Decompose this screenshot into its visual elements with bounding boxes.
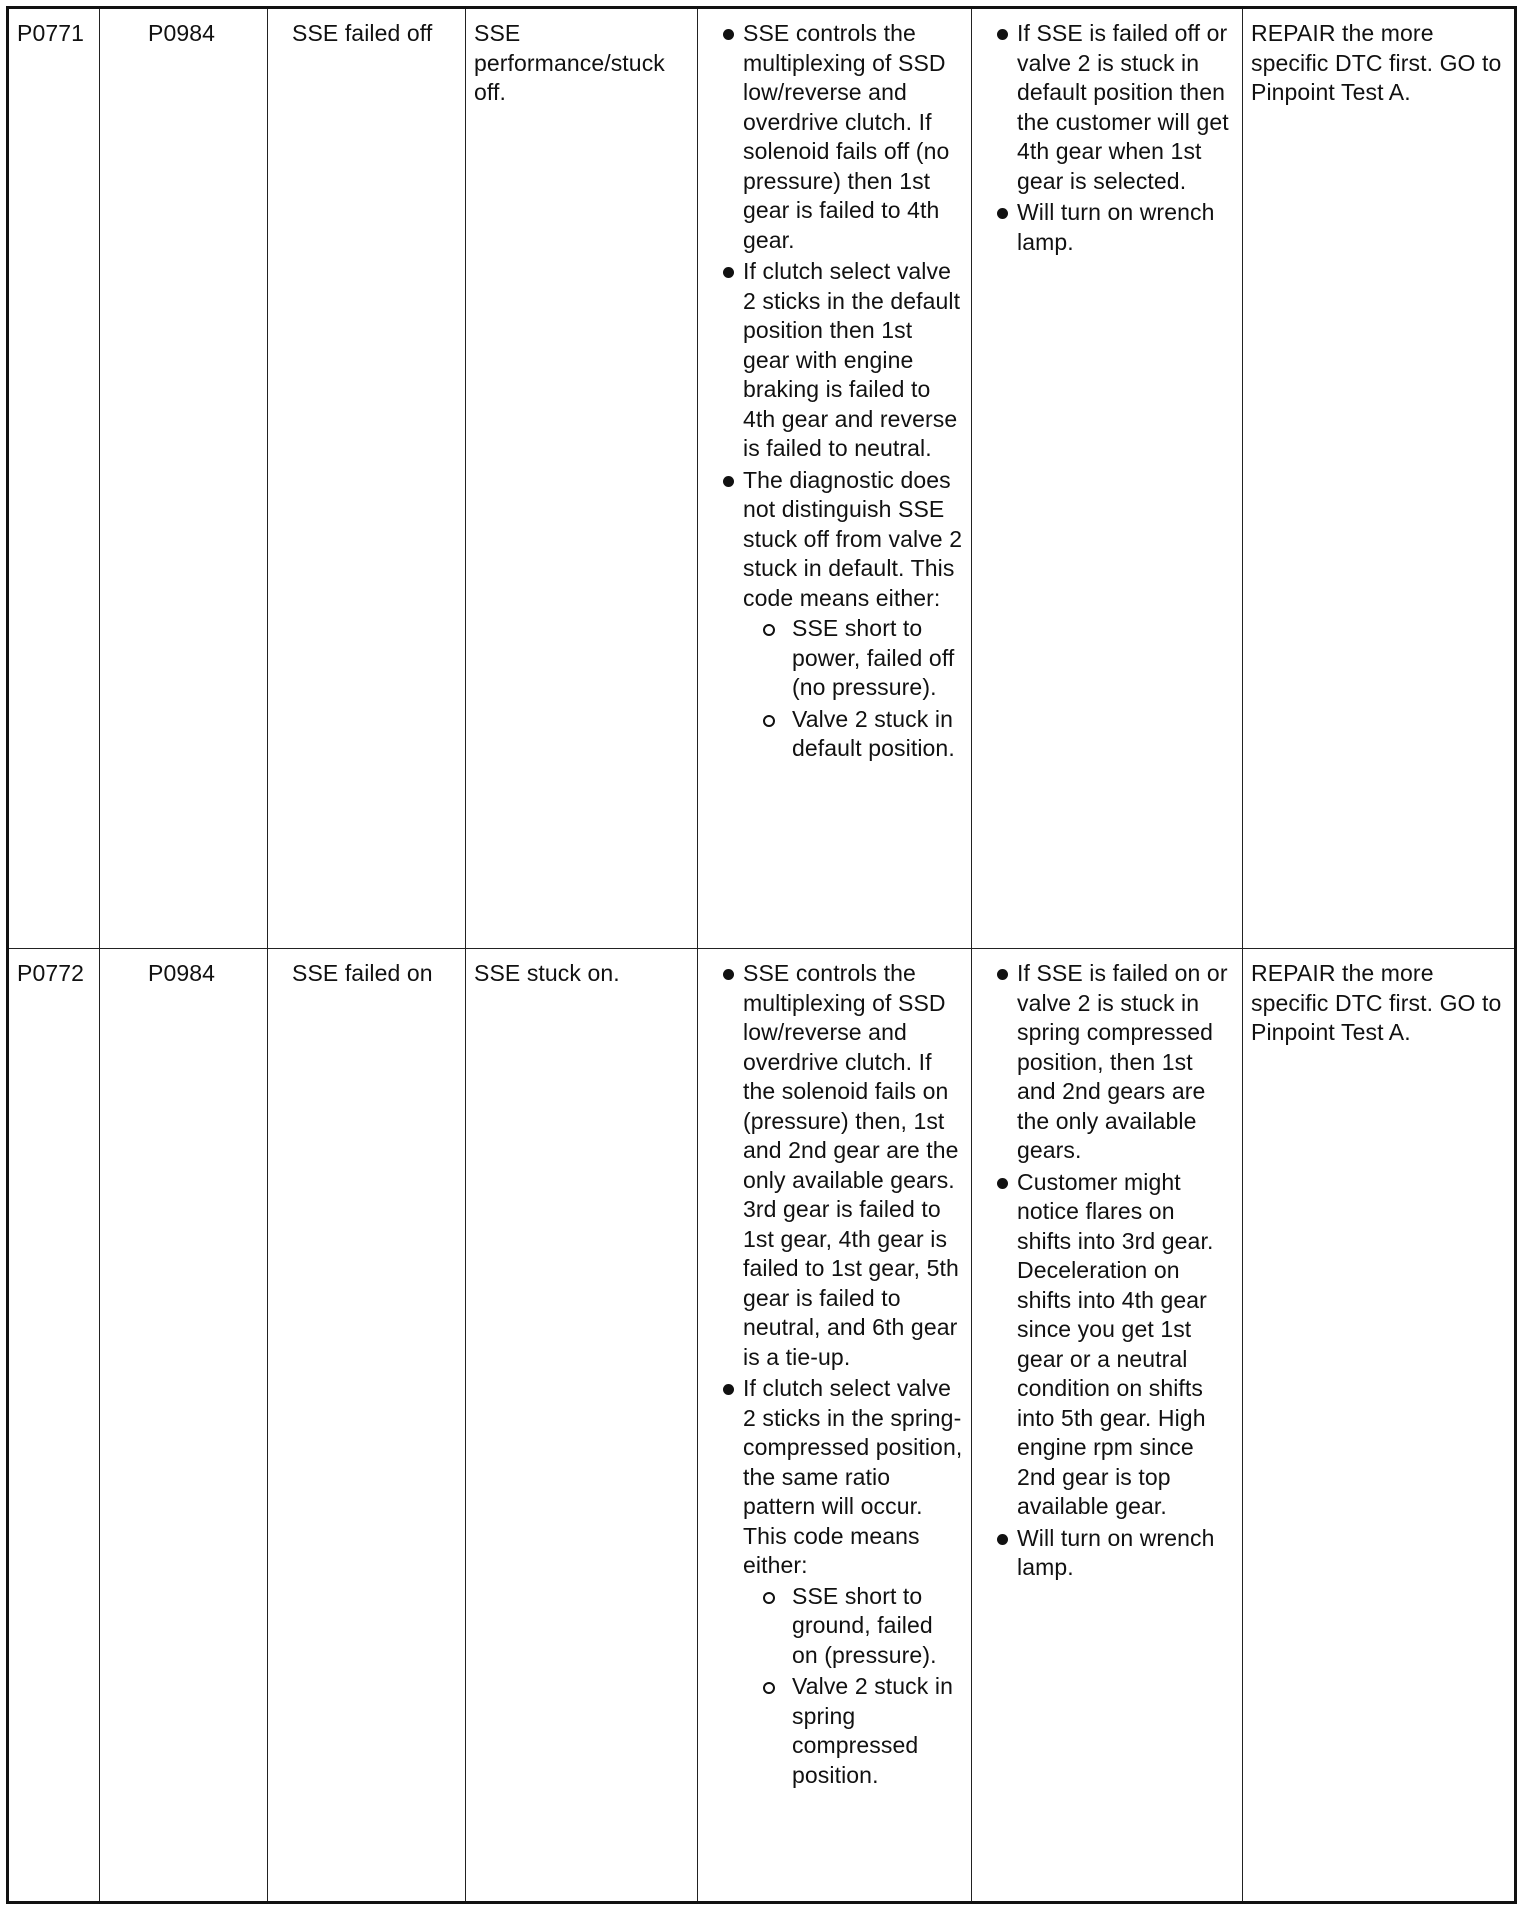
list-item xyxy=(706,1374,963,1790)
list-item xyxy=(980,1524,1234,1583)
list-item xyxy=(706,257,963,464)
symptoms-cell xyxy=(972,8,1243,949)
related-dtc-cell xyxy=(100,949,268,1903)
causes-list xyxy=(706,19,963,764)
cause-text: SSE controls the multiplexing of SSD low/reverse and overdrive clutch. If the solenoid fails on (pressure) then, 1st and 2nd gear are the only available gears. 3rd gear is failed to 1st gear, 4th gear is failed to 1st gear, 5th gear is failed to neutral, and 6th gear is a tie-up. xyxy=(743,960,959,1370)
dtc-code-cell xyxy=(8,949,100,1903)
description-cell xyxy=(268,8,466,949)
symptoms-cell xyxy=(972,949,1243,1903)
cause-text: The diagnostic does not distinguish SSE stuck off from valve 2 stuck in default. This code means either: xyxy=(743,466,963,611)
sub-list-item xyxy=(743,614,963,703)
related-dtc-cell xyxy=(100,8,268,949)
list-item xyxy=(980,1168,1234,1522)
action-text: REPAIR the more specific DTC first. GO to Pinpoint Test A. xyxy=(1251,960,1502,1045)
condition-cell xyxy=(466,8,698,949)
related-dtc: P0984 xyxy=(148,20,216,46)
cause-text: SSE controls the multiplexing of SSD low/reverse and overdrive clutch. If solenoid fails off (no pressure) then 1st gear is failed to 4th gear. xyxy=(743,20,950,253)
sub-list-item xyxy=(743,705,963,764)
sub-list-item xyxy=(743,1582,963,1671)
condition-cell xyxy=(466,949,698,1903)
dtc-condition: SSE stuck on. xyxy=(474,960,620,986)
dtc-condition: SSE performance/stuck off. xyxy=(474,20,665,105)
table-row xyxy=(8,949,1516,1903)
dtc-description: SSE failed on xyxy=(292,960,433,986)
sub-causes-list xyxy=(743,614,963,764)
symptom-text: Will turn on wrench lamp. xyxy=(1017,1524,1215,1580)
symptom-text: If SSE is failed off or valve 2 is stuck in default position then the customer will get 4th gear when 1st gear is selected. xyxy=(1017,20,1229,194)
list-item xyxy=(980,959,1234,1166)
sub-cause-text: Valve 2 stuck in spring compressed position. xyxy=(792,1673,953,1788)
list-item xyxy=(706,466,963,764)
dtc-table xyxy=(6,6,1517,1904)
action-cell xyxy=(1243,949,1516,1903)
sub-cause-text: SSE short to power, failed off (no pressure). xyxy=(792,615,955,700)
list-item xyxy=(980,198,1234,257)
symptom-text: If SSE is failed on or valve 2 is stuck in spring compressed position, then 1st and 2nd gears are the only available gears. xyxy=(1017,960,1228,1163)
action-text: REPAIR the more specific DTC first. GO to Pinpoint Test A. xyxy=(1251,20,1502,105)
dtc-code-cell xyxy=(8,8,100,949)
causes-cell xyxy=(698,8,972,949)
symptoms-list xyxy=(980,959,1234,1583)
action-cell xyxy=(1243,8,1516,949)
sub-cause-text: SSE short to ground, failed on (pressure). xyxy=(792,1582,937,1668)
cause-text: If clutch select valve 2 sticks in the spring-compressed position, the same ratio pattern will occur. This code means either: xyxy=(743,1375,963,1578)
sub-cause-text: Valve 2 stuck in default position. xyxy=(792,705,955,761)
list-item xyxy=(706,959,963,1372)
sub-causes-list xyxy=(743,1582,963,1791)
causes-cell xyxy=(698,949,972,1903)
cause-text: If clutch select valve 2 sticks in the default position then 1st gear with engine braking is failed to 4th gear and reverse is failed to neutral. xyxy=(743,258,961,461)
sub-list-item xyxy=(743,1672,963,1790)
related-dtc: P0984 xyxy=(148,960,216,986)
table-row xyxy=(8,8,1516,949)
description-cell xyxy=(268,949,466,1903)
dtc-code: P0772 xyxy=(17,960,85,986)
symptoms-list xyxy=(980,19,1234,257)
list-item xyxy=(980,19,1234,196)
symptom-text: Will turn on wrench lamp. xyxy=(1017,199,1215,255)
list-item xyxy=(706,19,963,255)
dtc-code: P0771 xyxy=(17,20,85,46)
causes-list xyxy=(706,959,963,1790)
dtc-description: SSE failed off xyxy=(292,20,433,46)
symptom-text: Customer might notice flares on shifts into 3rd gear. Deceleration on shifts into 4th gear since you get 1st gear or a neutral condition on shifts into 5th gear. High engine rpm since 2nd gear is top available gear. xyxy=(1017,1168,1214,1519)
